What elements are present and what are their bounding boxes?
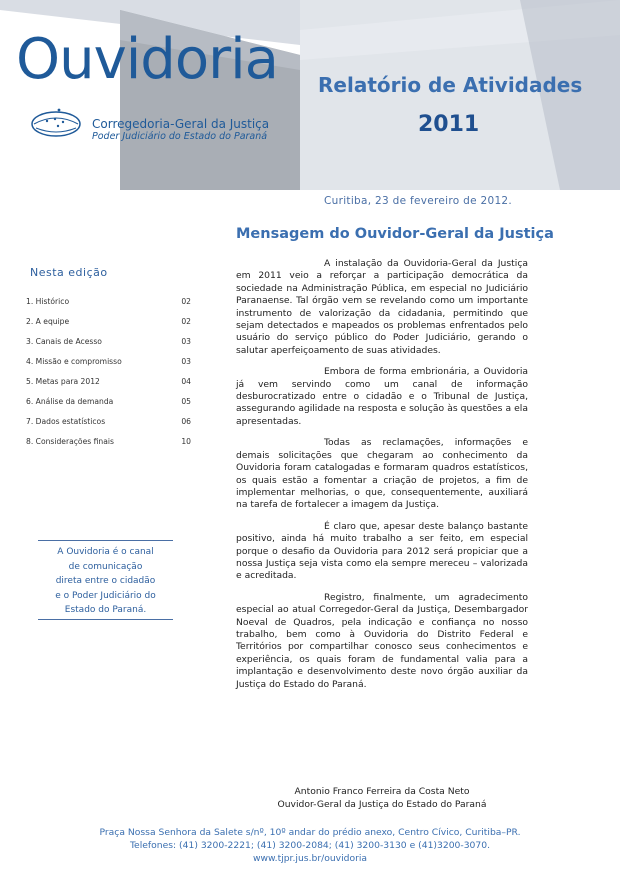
toc-item-label: 1. Histórico	[26, 297, 70, 306]
toc-item-label: 7. Dados estatísticos	[26, 417, 106, 426]
toc-item[interactable]	[26, 292, 191, 312]
toc-item[interactable]	[26, 332, 191, 352]
toc-item[interactable]	[26, 392, 191, 412]
toc-item[interactable]	[26, 372, 191, 392]
report-title: Relatório de Atividades	[318, 73, 583, 97]
toc-item-page: 06	[181, 417, 191, 426]
logo-globe-icon	[32, 109, 80, 136]
footer-address: Praça Nossa Senhora da Salete s/nº, 10º andar do prédio anexo, Centro Cívico, Curitiba–PR.	[99, 827, 521, 838]
message-title: Mensagem do Ouvidor-Geral da Justiça	[236, 226, 554, 242]
signature-block	[236, 785, 528, 811]
body-paragraph: Embora de forma embrionária, a Ouvidoria já vem servindo como um canal de informação desburocratizado entre o cidadão e o Tribunal de Justiça, assegurando agilidade na resposta e solução às questões a ela apresentadas.	[236, 366, 528, 427]
pull-quote-line: e o Poder Judiciário do	[55, 590, 156, 601]
toc-item[interactable]	[26, 432, 191, 452]
toc-item-label: 6. Análise da demanda	[26, 397, 114, 406]
pull-quote	[38, 540, 173, 620]
toc-item-label: 8. Considerações finais	[26, 437, 114, 446]
page-header	[0, 0, 620, 200]
toc-item-page: 02	[181, 317, 191, 326]
toc-item-label: 3. Canais de Acesso	[26, 337, 102, 346]
page-footer	[40, 826, 580, 865]
toc-item-label: 2. A equipe	[26, 317, 70, 326]
pull-quote-line: direta entre o cidadão	[55, 576, 156, 586]
toc-item-page: 05	[181, 397, 191, 406]
body-paragraph: Todas as reclamações, informações e demais solicitações que chegaram ao conhecimento da Ouvidoria foram catalogadas e formaram quadros estatísticos, os quais estão a fomentar a criação de projetos, a fim de implementar melhorias, o que, consequentemente, auxiliará na tarefa de fortalecer a imagem da Justiça.	[236, 437, 528, 511]
message-body	[236, 258, 528, 700]
toc-item-page: 02	[181, 297, 191, 306]
toc-item-page: 03	[181, 357, 191, 366]
footer-phones: Telefones: (41) 3200-2221; (41) 3200-2084; (41) 3200-3130 e (41)3200-3070.	[130, 840, 490, 851]
body-paragraph: Registro, finalmente, um agradecimento especial ao atual Corregedor-Geral da Justiça, Desembargador Noeval de Quadros, pela indicação e confiança no nosso trabalho, bem como à Ouvidoria do Distrito Federal e Territórios por compartilhar conosco seus conhecimentos e experiência, os quais foram de fundamental valia para a implantação e desenvolvimento deste novo órgão auxiliar da Justiça do Estado do Paraná.	[236, 591, 528, 690]
toc-item[interactable]	[26, 312, 191, 332]
report-year: 2011	[418, 112, 480, 137]
toc-title: Nesta edição	[30, 266, 108, 279]
toc-item-page: 10	[181, 437, 191, 446]
signature-name: Antonio Franco Ferreira da Costa Neto	[294, 786, 470, 797]
toc-item-page: 03	[181, 337, 191, 346]
toc-item[interactable]	[26, 352, 191, 372]
logo-wordmark: Ouvidoria	[16, 27, 278, 92]
body-paragraph: A instalação da Ouvidoria-Geral da Justiça em 2011 veio a reforçar a participação democrática da sociedade na Administração Pública, em especial no Judiciário Paranaense. Tal órgão vem se revelando como um importante instrumento de valorização da cidadania, permitindo que sejam detectados e mapeados os problemas enfrentados pelo usuário do serviço público do Poder Judiciário, gerando o salutar aperfeiçoamento de suas atividades.	[236, 258, 528, 356]
toc-item[interactable]	[26, 412, 191, 432]
logo-subtitle-poder: Poder Judiciário do Estado do Paraná	[92, 131, 268, 142]
date-line: Curitiba, 23 de fevereiro de 2012.	[324, 195, 513, 207]
pull-quote-line: Estado do Paraná.	[64, 605, 147, 615]
toc-item-label: 4. Missão e compromisso	[26, 357, 122, 366]
toc-item-page: 04	[181, 377, 191, 386]
toc-item-label: 5. Metas para 2012	[26, 377, 100, 386]
pull-quote-line: A Ouvidoria é o canal	[57, 547, 154, 557]
footer-site-link[interactable]: www.tjpr.jus.br/ouvidoria	[252, 853, 368, 864]
pull-quote-line: de comunicação	[68, 561, 143, 572]
body-paragraph: É claro que, apesar deste balanço bastante positivo, ainda há muito trabalho a ser feito, em especial porque o desafio da Ouvidoria para 2012 será propiciar que a nossa Justiça seja vista como ela sempre mereceu – valorizada e acreditada.	[236, 520, 528, 582]
logo-subtitle-corregedoria: Corregedoria-Geral da Justiça	[92, 117, 270, 131]
table-of-contents	[26, 266, 191, 452]
signature-role: Ouvidor-Geral da Justiça do Estado do Paraná	[277, 799, 487, 810]
